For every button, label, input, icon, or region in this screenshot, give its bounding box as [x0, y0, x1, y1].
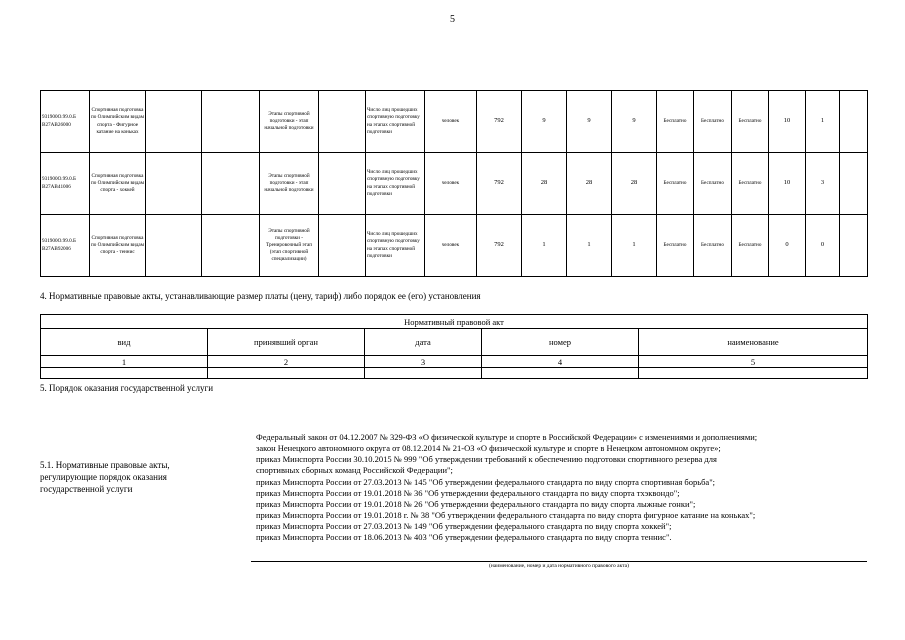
acts-underline: [251, 561, 867, 562]
registry-code-cell: 931900О.99.0.Б В27АВ26000: [41, 91, 90, 153]
empty-cell: [840, 215, 868, 277]
price-cell: Бесплатно: [657, 91, 694, 153]
empty-cell: [202, 215, 260, 277]
section-4-heading: 4. Нормативные правовые акты, устанавливающие размер платы (цену, тариф) либо порядок ее (его) установления: [40, 291, 481, 301]
deviation-cell: 1: [806, 91, 840, 153]
value-cell: 9: [522, 91, 567, 153]
deviation-cell: 10: [769, 91, 806, 153]
okei-code-cell: 792: [477, 215, 522, 277]
price-cell: Бесплатно: [732, 215, 769, 277]
service-condition-cell: Этапы спортивной подготовки - этап начальной подготовки: [260, 153, 319, 215]
empty-cell: [319, 153, 366, 215]
column-header-date: дата: [365, 329, 482, 356]
normative-act-header: Нормативный правовой акт: [41, 315, 868, 329]
act-line: приказ Минспорта России от 19.01.2018 № 36 "Об утверждении федерального стандарта по виду спорта тхэквондо";: [256, 487, 680, 498]
value-cell: 28: [567, 153, 612, 215]
act-line: закон Ненецкого автономного округа от 08.12.2014 № 21-ОЗ «О физической культуре и спорте в Ненецком автономном округе»;: [256, 443, 721, 454]
okei-code-cell: 792: [477, 153, 522, 215]
value-cell: 28: [612, 153, 657, 215]
empty-cell: [41, 368, 208, 379]
deviation-cell: 0: [806, 215, 840, 277]
unit-cell: человек: [425, 153, 477, 215]
table-row: [41, 215, 868, 277]
page-number: 5: [450, 14, 455, 25]
indicator-cell: Число лиц прошедших спортивную подготовку на этапах спортивной подготовки: [366, 153, 425, 215]
price-cell: Бесплатно: [694, 215, 732, 277]
empty-cell: [146, 153, 202, 215]
deviation-cell: 3: [806, 153, 840, 215]
value-cell: 9: [612, 91, 657, 153]
empty-cell: [639, 368, 868, 379]
price-cell: Бесплатно: [657, 153, 694, 215]
empty-cell: [202, 91, 260, 153]
value-cell: 1: [612, 215, 657, 277]
act-line: приказ Минспорта России от 19.01.2018 № 26 "Об утверждении федерального стандарта по виду спорта лыжные гонки";: [256, 498, 696, 509]
column-number: 3: [365, 356, 482, 368]
column-number: 4: [482, 356, 639, 368]
section-5-1-label: 5.1. Нормативные правовые акты, регулирующие порядок оказания государственной услуги: [40, 460, 170, 494]
registry-code-cell: 931900О.99.0.Б В27АВ92006: [41, 215, 90, 277]
act-line: приказ Минспорта России от 27.03.2013 № 145 "Об утверждении федерального стандарта по виду спорта спортивная борьба";: [256, 476, 716, 487]
unit-cell: человек: [425, 91, 477, 153]
column-number: 1: [41, 356, 208, 368]
price-cell: Бесплатно: [732, 91, 769, 153]
act-line: приказ Минспорта России 30.10.2015 № 999 "Об утверждении требований к обеспечению подготовки спортивного резерва для: [256, 454, 717, 465]
service-content-cell: Спортивная подготовка по Олимпийским видам спорта - Фигурное катание на коньках: [90, 91, 146, 153]
section-5-heading: 5. Порядок оказания государственной услуги: [40, 383, 214, 393]
empty-cell: [208, 368, 365, 379]
unit-cell: человек: [425, 215, 477, 277]
service-condition-cell: Этапы спортивной подготовки - Тренировочный этап (этап спортивной специализации): [260, 215, 319, 277]
okei-code-cell: 792: [477, 91, 522, 153]
empty-cell: [319, 91, 366, 153]
column-header-type: вид: [41, 329, 208, 356]
empty-cell: [482, 368, 639, 379]
column-number: 5: [639, 356, 868, 368]
empty-cell: [365, 368, 482, 379]
table-row: [41, 153, 868, 215]
empty-cell: [319, 215, 366, 277]
service-content-cell: Спортивная подготовка по Олимпийским видам спорта - теннис: [90, 215, 146, 277]
column-number: 2: [208, 356, 365, 368]
value-cell: 28: [522, 153, 567, 215]
empty-cell: [202, 153, 260, 215]
service-condition-cell: Этапы спортивной подготовки - этап начальной подготовки: [260, 91, 319, 153]
column-header-name: наименование: [639, 329, 868, 356]
empty-cell: [840, 91, 868, 153]
value-cell: 1: [522, 215, 567, 277]
empty-cell: [840, 153, 868, 215]
value-cell: 9: [567, 91, 612, 153]
act-line: приказ Минспорта России от 27.03.2013 № 149 "Об утверждении федерального стандарта по виду спорта хоккей";: [256, 521, 672, 531]
indicator-cell: Число лиц прошедших спортивную подготовку на этапах спортивной подготовки: [366, 91, 425, 153]
empty-cell: [146, 91, 202, 153]
act-line: приказ Минспорта России от 18.06.2013 № 403 "Об утверждении федерального стандарта по виду спорта теннис".: [256, 532, 672, 543]
act-line: Федеральный закон от 04.12.2007 № 329-ФЗ «О физической культуре и спорте в Российской Федерации» с изменениями и дополнениями;: [256, 432, 758, 442]
price-cell: Бесплатно: [694, 91, 732, 153]
normative-acts-table: [40, 314, 868, 379]
table-row: [41, 91, 868, 153]
act-line: спортивных сборных команд Российской Федерации";: [256, 465, 453, 476]
deviation-cell: 0: [769, 215, 806, 277]
value-cell: 1: [567, 215, 612, 277]
registry-code-cell: 931900О.99.0.Б В27АВ41006: [41, 153, 90, 215]
acts-caption: (наименование, номер и дата нормативного правового акта): [489, 563, 629, 569]
price-cell: Бесплатно: [657, 215, 694, 277]
price-cell: Бесплатно: [694, 153, 732, 215]
empty-cell: [146, 215, 202, 277]
services-volume-table: [40, 90, 868, 277]
deviation-cell: 10: [769, 153, 806, 215]
price-cell: Бесплатно: [732, 153, 769, 215]
column-header-number: номер: [482, 329, 639, 356]
normative-acts-list: [256, 432, 867, 543]
indicator-cell: Число лиц прошедших спортивную подготовку на этапах спортивной подготовки: [366, 215, 425, 277]
act-line: приказ Минспорта России от 19.01.2018 г. № 38 "Об утверждении федерального стандарта по виду спорта фигурное катание на коньках";: [256, 509, 756, 520]
service-content-cell: Спортивная подготовка по Олимпийским видам спорта - хоккей: [90, 153, 146, 215]
column-header-authority: принявший орган: [208, 329, 365, 356]
